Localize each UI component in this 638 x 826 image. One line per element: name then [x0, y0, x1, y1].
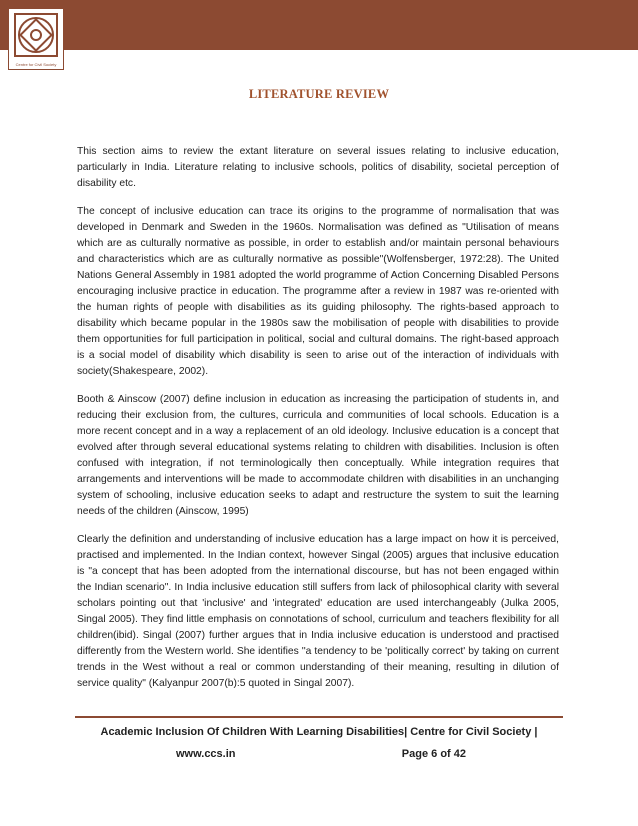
footer-divider — [75, 716, 563, 718]
section-title: LITERATURE REVIEW — [248, 87, 390, 101]
paragraph-intro: This section aims to review the extant literature on several issues relating to inclusive education, particularly in India. Literature relating to inclusive schools, politics of disability, societal perception of disability etc. — [77, 146, 559, 189]
paragraph-normalisation: The concept of inclusive education can trace its origins to the programme of normalisation that was developed in Denmark and Sweden in the 1960s. Normalisation was defined as "Utilisation of means which are as culturally normative as possible, in order to establish and/or maintain personal behaviours and characteristics which are as culturally normative as possible"(Wolfensberger, 1972:28). The United Nations General Assembly in 1981 adopted the world programme of Action Concerning Disabled Persons encouraging inclusive practice in education. The programme after a review in 1987 was re-oriented with the human rights of people with disabilities as its guiding philosophy. The rights-based approach to disability which became popular in the 1980s saw the mobilisation of people with disabilities to provide them opportunities for full participation in political, social and cultural domains. The right-based approach is a social model of disability which disability is seen to arise out of the interaction of individuals with society(Shakespeare, 2002). — [77, 206, 559, 377]
footer-page-number: Page 6 of 42 — [401, 748, 466, 760]
ccs-logo — [8, 8, 64, 70]
body-text — [77, 144, 559, 704]
header-banner — [0, 0, 638, 50]
footer-website: www.ccs.in — [176, 748, 236, 760]
footer-title: Academic Inclusion Of Children With Learning Disabilities| Centre for Civil Society | — [100, 726, 538, 738]
paragraph-indian-context: Clearly the definition and understanding of inclusive education has a large impact on how it is perceived, practised and implemented. In the Indian context, however Singal (2005) argues that inclusive education is "a concept that has been adopted from the international discourse, but has not been engaged within the Indian scenario". In India inclusive education still suffers from lack of philosophical clarity with several scholars pointing out that 'inclusive' and 'integrated' education are used interchangeably (Julka 2005, Singal 2005). They find little emphasis on connotations of school, curriculum and teachers flexibility for all children(ibid). Singal (2007) further argues that in India inclusive education is understood and practised differently from the Western world. She identifies ''a tendency to be 'politically correct' by taking on current trends in the West without a real or common understanding of their meaning, resulting in dilution of service quality" (Kalyanpur 2007(b):5 quoted in Singal 2007). — [77, 534, 559, 689]
logo-emblem-icon — [13, 12, 59, 58]
paragraph-booth-ainscow: Booth & Ainscow (2007) define inclusion in education as increasing the participation of students in, and reducing their exclusion from, the cultures, curricula and communities of local schools. Education is a more recent concept and in a way a replacement of an old ideology. Inclusive education is a concept that evolved after through several educational systems relating to children with disabilities. Inclusion is often confused with integration, if not terminologically then conceptually. While integration requires that arrangements and interventions will be made to accommodate children with disabilities in an unchanging system of schooling, inclusive education seeks to adapt and restructure the system to suit the learning needs of the children (Ainscow, 1995) — [77, 394, 559, 517]
logo-caption: Centre for Civil Society — [15, 62, 57, 67]
footer-meta — [176, 748, 466, 760]
